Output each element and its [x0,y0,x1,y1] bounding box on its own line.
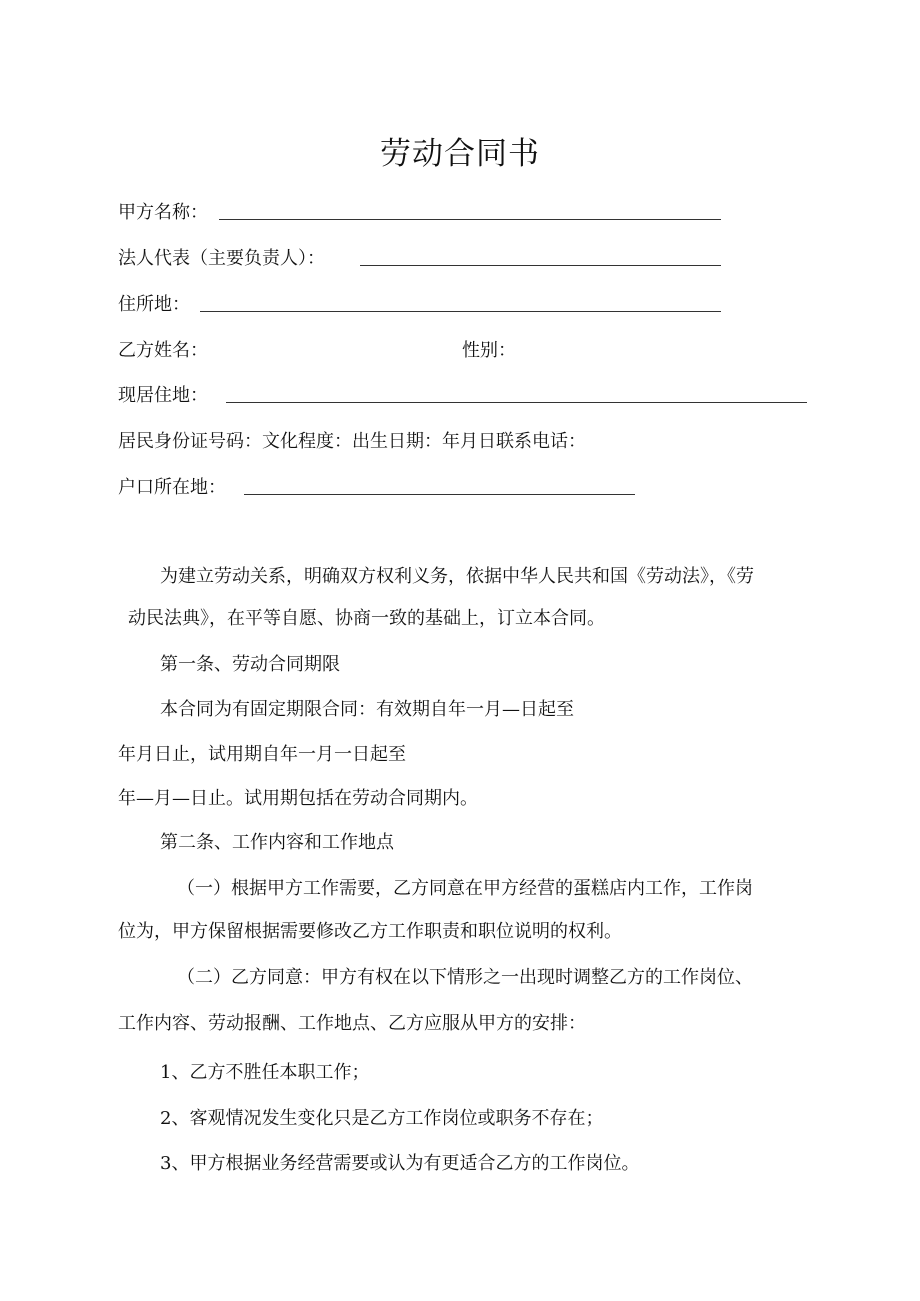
article-1-title: 第一条、劳动合同期限 [160,654,340,675]
article-1-line-3: 年—月—日止。试用期包括在劳动合同期内。 [118,788,478,809]
article-2-p1-line-2: 位为，甲方保留根据需要修改乙方工作职责和职位说明的权利。 [118,921,622,942]
field-address: 住所地： [118,294,190,315]
field-household-registration: 户口所在地： [118,477,226,498]
article-2-p1-line-1: （一）根据甲方工作需要，乙方同意在甲方经营的蛋糕店内工作，工作岗 [177,878,753,899]
field-party-b-name: 乙方姓名： [118,340,208,361]
list-item-1: 1、乙方不胜任本职工作； [160,1062,370,1083]
list-item-2: 2、客观情况发生变化只是乙方工作岗位或职务不存在； [160,1108,604,1129]
article-1-line-2: 年月日止，试用期自年一月一日起至 [118,744,406,765]
field-legal-rep: 法人代表（主要负责人）： [118,248,325,269]
article-2-title: 第二条、工作内容和工作地点 [160,832,394,853]
household-registration-blank[interactable] [244,494,635,495]
field-current-residence: 现居住地： [118,385,208,406]
list-item-3: 3、甲方根据业务经营需要或认为有更适合乙方的工作岗位。 [160,1153,640,1174]
field-gender: 性别： [462,340,516,361]
current-residence-blank[interactable] [226,402,807,403]
document-title: 劳动合同书 [380,136,540,172]
address-blank[interactable] [200,311,721,312]
article-1-line-1: 本合同为有固定期限合同：有效期自年一月—日起至 [160,699,574,720]
intro-line-1: 为建立劳动关系，明确双方权利义务，依据中华人民共和国《劳动法》，《劳 [160,566,754,587]
article-2-p2-line-2: 工作内容、劳动报酬、工作地点、乙方应服从甲方的安排： [118,1013,586,1034]
party-a-name-blank[interactable] [219,219,721,220]
field-party-a-name: 甲方名称： [118,202,208,223]
legal-rep-blank[interactable] [360,265,721,266]
article-2-p2-line-1: （二）乙方同意：甲方有权在以下情形之一出现时调整乙方的工作岗位、 [177,967,753,988]
intro-line-2: 动民法典》，在平等自愿、协商一致的基础上，订立本合同。 [128,608,605,629]
field-id-edu-birth-phone: 居民身份证号码：文化程度：出生日期：年月日联系电话： [118,431,586,452]
